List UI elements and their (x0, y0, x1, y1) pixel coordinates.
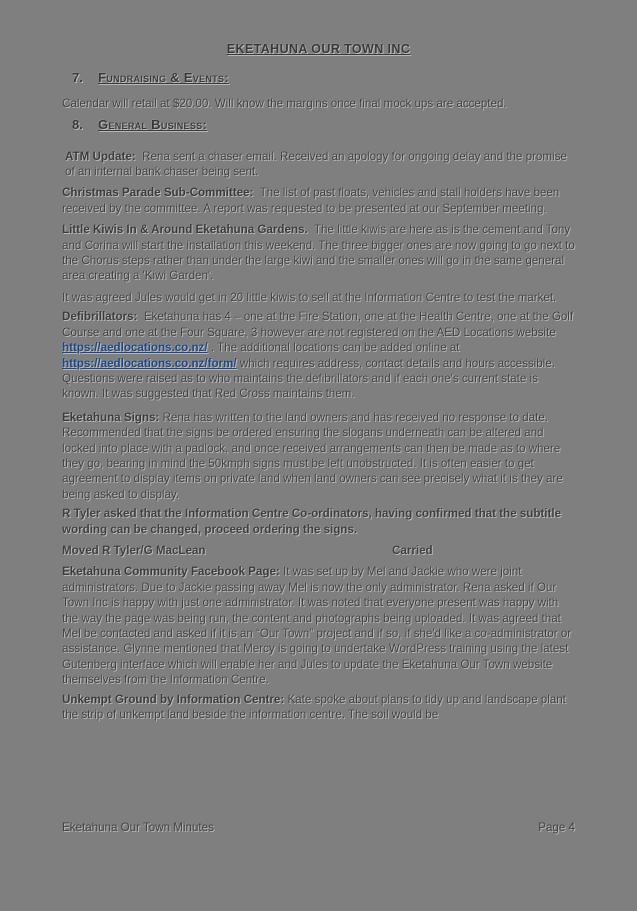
little-kiwis-paragraph (62, 222, 575, 284)
christmas-parade-label: Christmas Parade Sub-Committee: (62, 186, 254, 200)
section-title: Fundraising & Events: (98, 70, 229, 86)
unkempt-ground-paragraph (62, 692, 575, 723)
motion-paragraph (62, 506, 575, 537)
section-title: General Business: (98, 117, 208, 133)
calendar-text: Calendar will retail at $20.00. Will know the margins once final mock ups are accepted. (62, 96, 507, 110)
moved-by-text: Moved R Tyler/G MacLean (62, 543, 206, 557)
unkempt-ground-label: Unkempt Ground by Information Centre: (62, 692, 285, 706)
footer-page-number: Page 4 (538, 821, 575, 834)
facebook-page-text: It was set up by Mel and Jackie who were joint administrators. Due to Jackie passing away Mel is now the only administrator. Rena asked if Our Town Inc is happy with just one administrator. It was noted that everyone present was happy with the way the page was being run, the content and photographs being uploaded. It was agreed that Mel be contacted and asked if it is an “Our Town” project and if so, if she'd like a co-administrator or assistance. Glynne mentioned that Mercy is going to undertake WordPress training using the latest Gutenberg interface which will enable her and Jules to update the Eketahuna Our Town website themselves from the Information Centre. (62, 565, 572, 687)
section-heading-fundraising (62, 70, 575, 85)
defibrillators-text-3: which requires address, contact details and hours accessible. Questions were raised as to who maintains the defibrillators and if each one's current state is known. It was suggested that Red Cross maintains them. (62, 356, 555, 401)
page-footer (0, 820, 637, 835)
atm-update-label: ATM Update: (65, 149, 136, 163)
little-kiwis-text: The little kiwis are here as is the cement and Tony and Corina will start the installation this weekend. The three bigger ones are now going to go next to the Chorus steps rather than under the large kiwi and the smaller ones will go in the same general area creating a 'Kiwi Garden'. (62, 223, 575, 283)
defibrillators-label: Defibrillators: (62, 310, 138, 324)
eketahuna-signs-paragraph (62, 410, 575, 502)
calendar-paragraph (62, 96, 575, 111)
unkempt-ground-text: Kate spoke about plans to tidy up and landscape plant the strip of unkempt land beside the information centre. The soil would be (62, 692, 566, 722)
defibrillators-paragraph (62, 309, 575, 401)
section-number: 8. (72, 117, 83, 133)
moved-line (62, 543, 575, 558)
defibrillators-text-1: Eketahuna has 4 – one at the Fire Station, one at the Health Centre, one at the Golf Course and one at the Four Square, 3 however are not registered on the AED Locations website (62, 310, 574, 339)
aed-locations-link[interactable]: https://aedlocations.co.nz/ (62, 341, 208, 355)
defibrillators-text-2: . The additional locations can be added online at (207, 341, 460, 355)
motion-text: R Tyler asked that the Information Centre Co-ordinators, having confirmed that the subtitle wording can be changed, proceed ordering the signs. (62, 507, 562, 536)
little-kiwis-note-paragraph (62, 290, 575, 305)
eketahuna-signs-text: Rena has written to the land owners and has received no response to date. Recommended that the signs be ordered ensuring the slogans underneath can be altered and locked into place with a padlock, and once received arrangements can then be made as to where they go, bearing in mind the 50kmph signs must be left unobstructed. It is often easier to get agreement to display items on private land when land owners can see precisely what it is they are being asked to display. (62, 410, 563, 501)
little-kiwis-label: Little Kiwis In & Around Eketahuna Gardens. (62, 223, 308, 237)
section-heading-general-business (62, 117, 575, 132)
section-number: 7. (72, 70, 83, 86)
atm-update-paragraph (62, 149, 575, 180)
facebook-page-label: Eketahuna Community Facebook Page: (62, 565, 280, 579)
christmas-parade-text: The list of past floats, vehicles and stall holders have been received by the committee. A report was requested to be presented at our September meeting. (62, 186, 560, 215)
christmas-parade-paragraph (62, 185, 575, 216)
little-kiwis-note-text: It was agreed Jules would get in 20 little kiwis to sell at the Information Centre to test the market. (62, 290, 557, 304)
footer-document-name: Eketahuna Our Town Minutes (62, 821, 214, 834)
atm-update-text: Rena sent a chaser email. Received an apology for ongoing delay and the promise of an internal bank chaser being sent. (65, 149, 567, 179)
eketahuna-signs-label: Eketahuna Signs: (62, 410, 160, 424)
motion-result: Carried (392, 543, 433, 557)
facebook-page-paragraph (62, 564, 575, 687)
document-title: EKETAHUNA OUR TOWN INC (226, 42, 411, 56)
aed-locations-form-link[interactable]: https://aedlocations.co.nz/form/ (62, 356, 237, 370)
